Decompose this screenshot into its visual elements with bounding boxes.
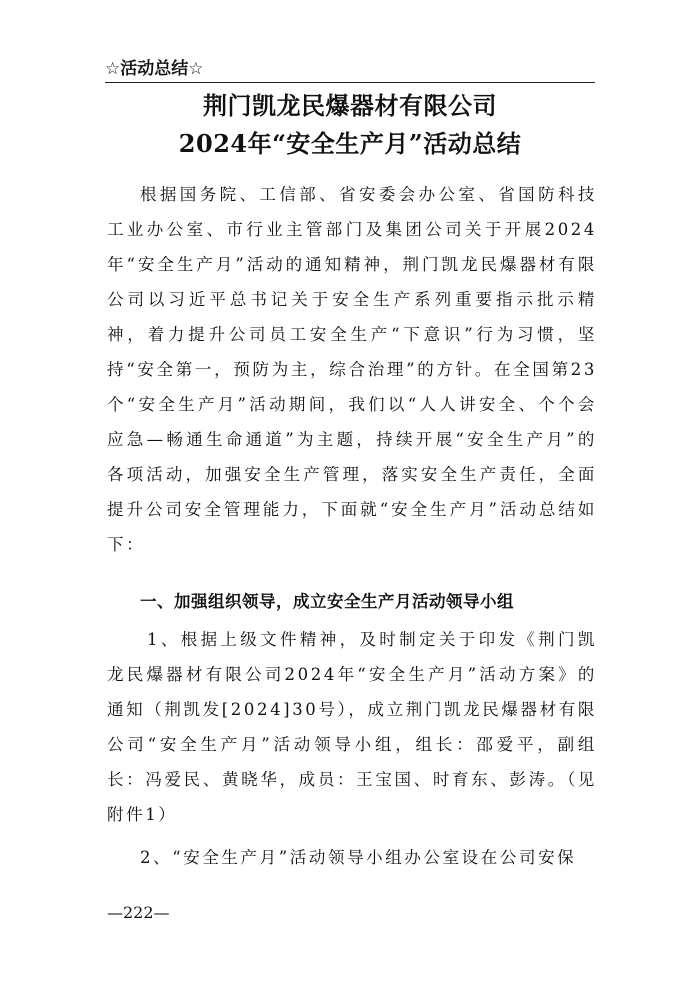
page-number: —222— [107, 903, 170, 922]
intro-paragraph: 根据国务院、工信部、省安委会办公室、省国防科技工业办公室、市行业主管部门及集团公司关于开展2024年“安全生产月”活动的通知精神，荆门凯龙民爆器材有限公司以习近平总书记关于安全生产系列重要指示批示精神，着力提升公司员工安全生产“下意识”行为习惯，坚持“安全第一，预防为主，综合治理”的方针。在全国第23个“安全生产月”活动期间，我们以“人人讲安全、个个会应急—畅通生命通道”为主题，持续开展“安全生产月”的各项活动，加强安全生产管理，落实安全生产责任，全面提升公司安全管理能力，下面就“安全生产月”活动总结如下： [107, 185, 597, 554]
section-header-label: ☆活动总结☆ [105, 59, 204, 79]
section1-item-1: 1、根据上级文件精神，及时制定关于印发《荆门凯龙民爆器材有限公司2024年“安全生产月”活动方案》的通知（荆凯发[2024]30号），成立荆门凯龙民爆器材有限公司“安全生产月”活动领导小组，组长：邵爱平，副组长：冯爱民、黄晓华，成员：王宝国、时育东、彭涛。（见附件1） [107, 630, 597, 824]
section-heading-1: 一、加强组织领导，成立安全生产月活动领导小组 [140, 592, 514, 611]
section1-item-2: 2、“安全生产月”活动领导小组办公室设在公司安保 [140, 848, 577, 867]
document-title-subject: 2024年“安全生产月”活动总结 [178, 129, 522, 158]
document-title-company: 荆门凯龙民爆器材有限公司 [203, 91, 497, 120]
header-divider [105, 82, 595, 83]
